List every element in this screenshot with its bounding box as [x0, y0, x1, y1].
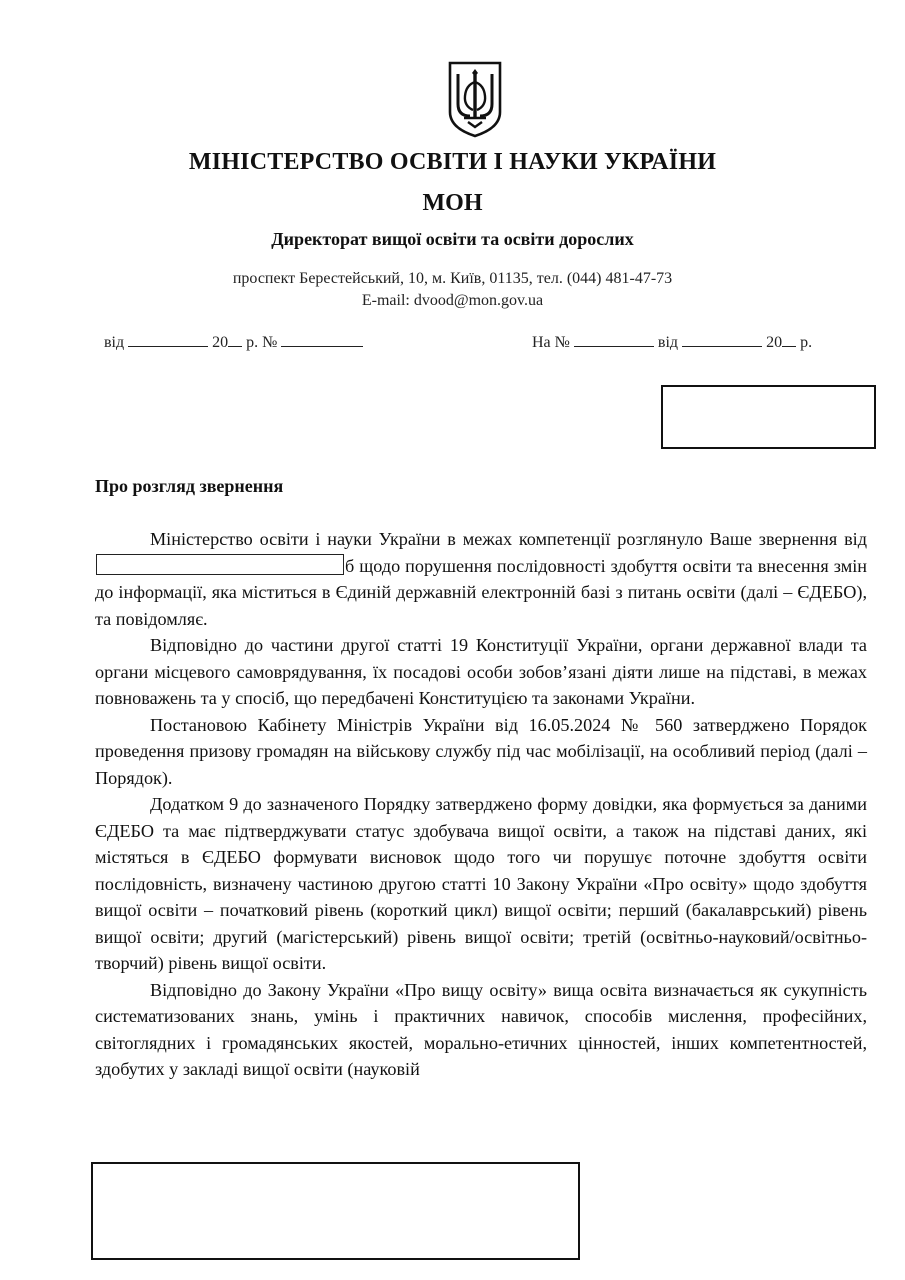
to-date-blank: [682, 332, 762, 347]
address-line: проспект Берестейський, 10, м. Київ, 01135, тел. (044) 481-47-73: [232, 270, 673, 287]
date-blank: [128, 332, 208, 347]
letter-body: [95, 526, 867, 1083]
year-blank: [228, 332, 242, 347]
paragraph: Додатком 9 до зазначеного Порядку затверджено форму довідки, яка формується за даними ЄДЕБО та має підтверджувати статус здобувача вищої освіти, а також на підставі даних, які містяться в ЄДЕБО формувати висновок щодо того чи порушує поточне здобуття освіти послідовність, визначену частиною другою статті 10 Закону України «Про освіту» щодо здобуття вищої освіти – початковий рівень (короткий цикл) вищої освіти; перший (бакалаврський) рівень вищої освіти; другий (магістерський) рівень вищої освіти; третій (освітньо-науковий/освітньо-творчий) рівень вищої освіти.: [95, 794, 867, 973]
email-line: E-mail: dvood@mon.gov.ua: [361, 292, 544, 309]
incoming-reference: [532, 332, 812, 352]
signature-redaction-box: [91, 1162, 580, 1260]
recipient-redaction-box: [661, 385, 876, 449]
ministry-name: МІНІСТЕРСТВО ОСВІТИ І НАУКИ УКРАЇНИ: [188, 149, 717, 175]
redacted-field: [96, 554, 344, 575]
coat-of-arms-icon: [446, 60, 504, 138]
directorate-name: Директорат вищої освіти та освіти дорослих: [271, 229, 634, 249]
paragraph: Відповідно до частини другої статті 19 Конституції України, органи державної влади та органи місцевого самоврядування, їх посадові особи зобов’язані діяти лише на підставі, в межах повноважень та у спосіб, що передбачені Конституцією та законами України.: [95, 635, 867, 708]
to-number-blank: [574, 332, 654, 347]
paragraph: Міністерство освіти і науки України в межах компетенції розглянуло Ваше звернення відб щодо порушення послідовності здобуття освіти та внесення змін до інформації, яка міститься в Єдиній державній електронній базі з питань освіти (далі – ЄДЕБО), та повідомляє.: [95, 529, 867, 629]
from-label: від: [104, 334, 125, 351]
number-label: р. №: [246, 334, 278, 351]
letter-subject: Про розгляд звернення: [95, 476, 284, 496]
to-year-suffix: р.: [800, 334, 813, 351]
year-prefix: 20: [212, 334, 229, 351]
paragraph: Постановою Кабінету Міністрів України від 16.05.2024 № 560 затверджено Порядок проведення призову громадян на військову службу під час мобілізації, на особливий період (далі – Порядок).: [95, 714, 867, 788]
outgoing-reference: [104, 332, 363, 352]
to-year-blank: [782, 332, 796, 347]
ministry-abbreviation: МОН: [422, 190, 483, 216]
paragraph: Відповідно до Закону України «Про вищу освіту» вища освіта визначається як сукупність систематизованих знань, умінь і практичних навичок, способів мислення, професійних, світоглядних і громадянських якостей, морально-етичних цінностей, інших компетентностей, здобутих у закладі вищої освіти (науковій: [95, 979, 867, 1079]
to-year-prefix: 20: [766, 334, 783, 351]
to-from-label: від: [657, 334, 679, 351]
to-number-label: На №: [532, 334, 570, 351]
number-blank: [281, 332, 363, 347]
